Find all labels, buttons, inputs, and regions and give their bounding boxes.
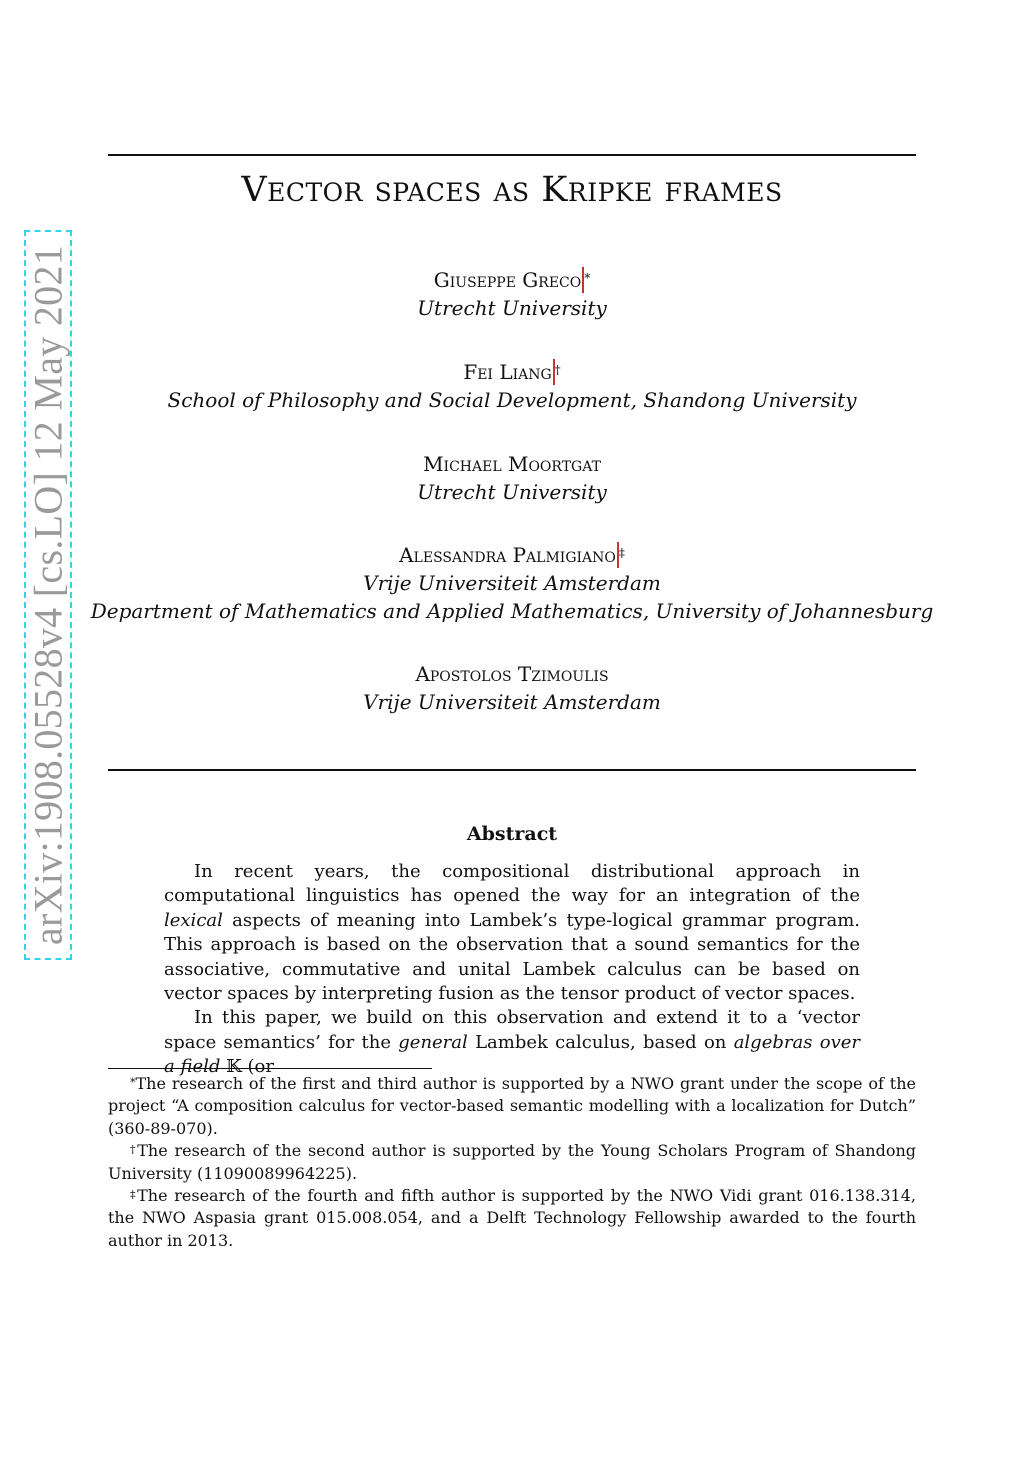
author-block-1 — [60, 266, 964, 322]
paper-title: Vector spaces as Kripke frames — [241, 170, 783, 210]
abstract-body — [164, 860, 860, 1080]
author-block-3 — [60, 450, 964, 506]
footnote-mark[interactable]: ‡ — [618, 546, 625, 560]
footnote: *The research of the first and third author is supported by a NWO grant under the scope of the project “A composition calculus for vector-based semantic modelling with a localization for Dutch” (360-89-070). — [108, 1074, 916, 1138]
title-rule-bottom — [108, 769, 916, 771]
author-affiliation: Vrije Universiteit Amsterdam — [363, 690, 661, 714]
footnote: ‡The research of the fourth and fifth author is supported by the NWO Vidi grant 016.138.314, the NWO Aspasia grant 015.008.054, and a Delft Technology Fellowship awarded to the fourth author in 2013. — [108, 1186, 917, 1250]
author-name: Apostolos Tzimoulis — [415, 662, 609, 686]
footnotes — [108, 1073, 916, 1252]
author-block-5 — [60, 660, 964, 716]
footnote-mark[interactable]: † — [554, 363, 561, 377]
author-affiliation: School of Philosophy and Social Development, Shandong University — [167, 388, 857, 412]
title-rule-top — [108, 154, 916, 156]
footnote-mark[interactable]: * — [584, 271, 591, 285]
author-affiliation: Department of Mathematics and Applied Mathematics, University of Johannesburg — [90, 599, 934, 623]
author-block-4 — [60, 541, 964, 625]
author-name: Michael Moortgat — [423, 452, 601, 476]
abstract-heading: Abstract — [466, 823, 558, 845]
abstract-paragraph: In recent years, the compositional distributional approach in computational linguistics has opened the way for an integration of the lexical aspects of meaning into Lambek’s type-logical grammar program. This approach is based on the observation that a sound semantics for the associative, commutative and unital Lambek calculus can be based on vector spaces by interpreting fusion as the tensor product of vector spaces. — [164, 861, 860, 1005]
author-name: Alessandra Palmigiano ‡ — [399, 543, 625, 567]
author-name: Fei Liang † — [463, 360, 561, 384]
author-block-2 — [60, 358, 964, 414]
footnote-rule — [108, 1068, 432, 1069]
arxiv-stamp-text: arXiv:1908.05528v4 [cs.LO] 12 May 2021 — [25, 244, 71, 946]
footnote: †The research of the second author is supported by the Young Scholars Program of Shandong University (11090089964225). — [108, 1141, 916, 1183]
author-affiliation: Vrije Universiteit Amsterdam — [363, 571, 661, 595]
abstract-paragraph: In this paper, we build on this observation and extend it to a ‘vector space semantics’ for the general Lambek calculus, based on algebras over a field 𝕂 (or — [164, 1007, 860, 1078]
author-name: Giuseppe Greco * — [433, 268, 591, 292]
author-affiliation: Utrecht University — [417, 296, 607, 320]
author-affiliation: Utrecht University — [417, 480, 607, 504]
